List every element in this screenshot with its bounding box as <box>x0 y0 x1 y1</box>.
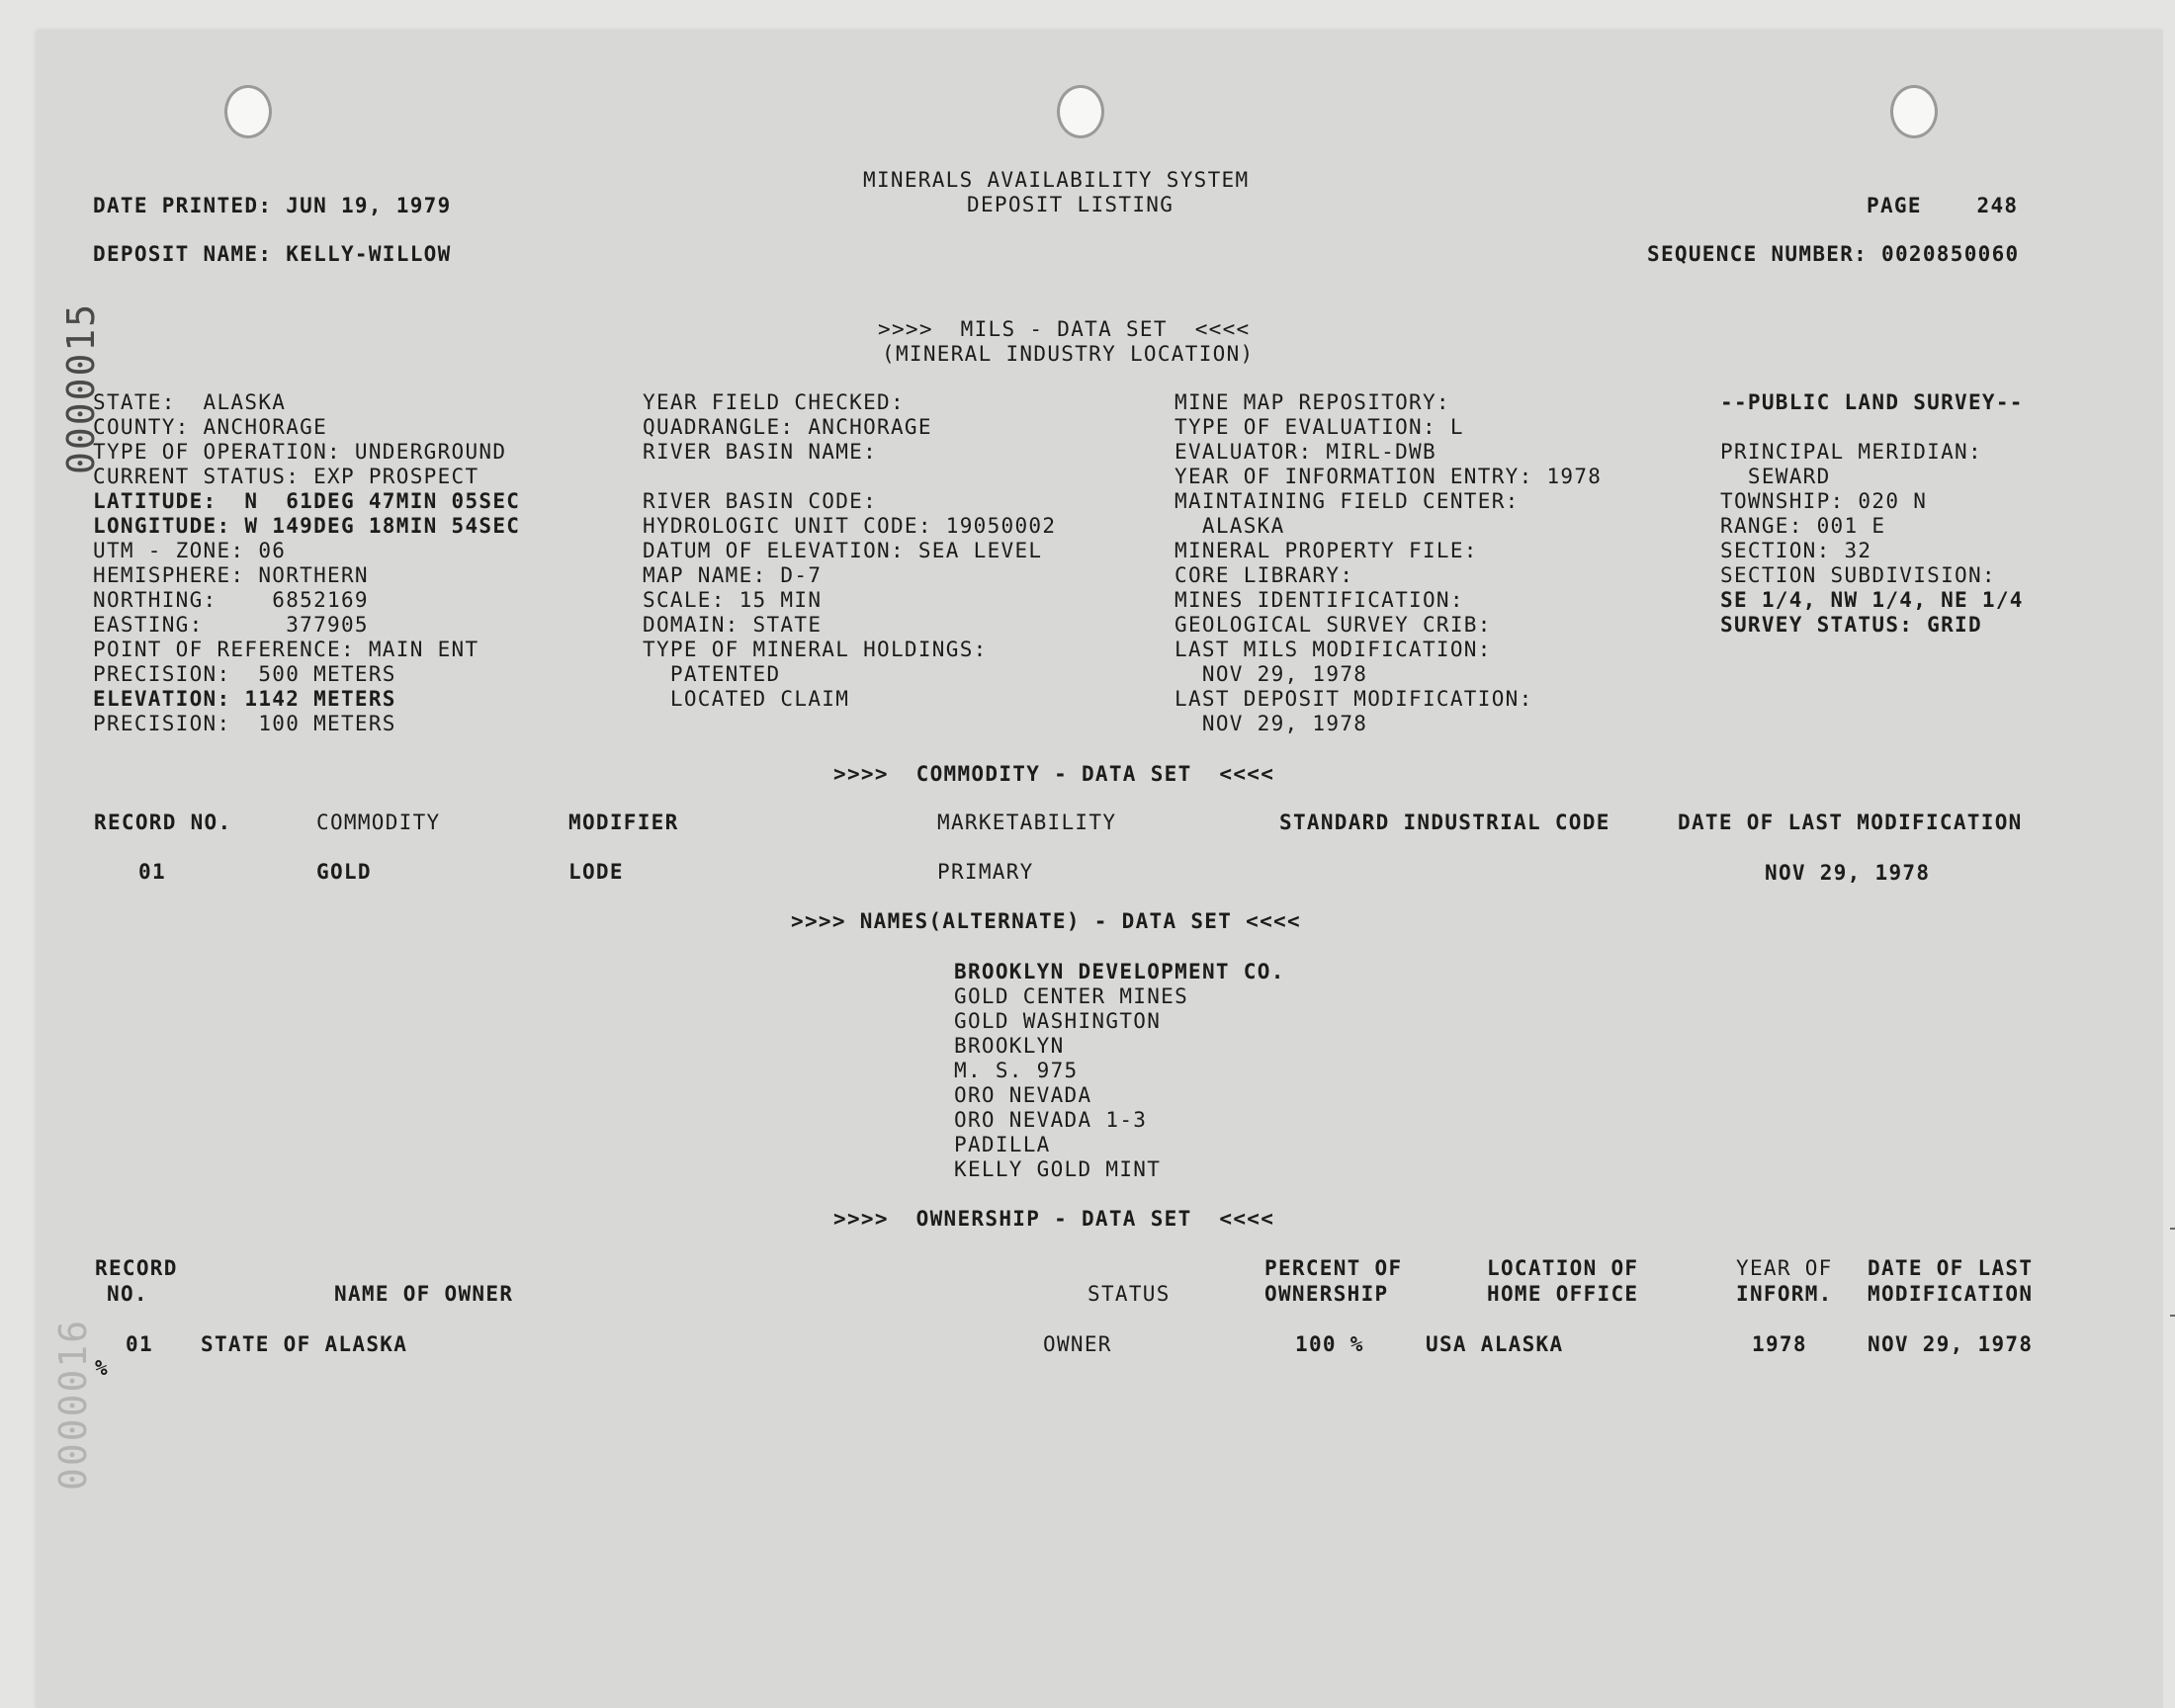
field-precision: PRECISION: 500 METERS <box>93 662 396 686</box>
ownership-owner-name: STATE OF ALASKA <box>201 1332 408 1356</box>
mils-column-records <box>1174 390 1602 736</box>
ownership-percent: 100 % <box>1295 1332 1364 1356</box>
list-item: ORO NEVADA 1-3 <box>954 1108 1148 1132</box>
commodity-value: GOLD <box>316 860 372 884</box>
field-survey-status: SURVEY STATUS: GRID <box>1720 613 1982 637</box>
field-utm-zone: UTM - ZONE: 06 <box>93 539 287 562</box>
list-item: ORO NEVADA <box>954 1083 1092 1107</box>
field-elevation-precision: PRECISION: 100 METERS <box>93 712 396 735</box>
page-number: PAGE 248 <box>1867 194 2019 217</box>
field-longitude: LONGITUDE: W 149DEG 18MIN 54SEC <box>93 514 521 538</box>
commodity-date-of-last-modification: NOV 29, 1978 <box>1765 861 1931 885</box>
col-name-of-owner: NAME OF OWNER <box>334 1282 514 1306</box>
col-date-of-last-modification: DATE OF LAST MODIFICATION <box>1678 811 2023 834</box>
holding-patented: PATENTED <box>643 662 781 686</box>
field-mine-map-repository: MINE MAP REPOSITORY: <box>1174 390 1450 414</box>
names-list <box>954 960 1285 1182</box>
ownership-year: 1978 <box>1752 1332 1807 1356</box>
commodity-record-no: 01 <box>138 860 166 884</box>
list-item: GOLD WASHINGTON <box>954 1009 1162 1033</box>
field-type-of-operation: TYPE OF OPERATION: UNDERGROUND <box>93 440 507 464</box>
commodity-heading: >>>> COMMODITY - DATA SET <<<< <box>833 762 1275 786</box>
field-section: SECTION: 32 <box>1720 539 1872 562</box>
col-status: STATUS <box>1088 1282 1171 1306</box>
mils-subheading: (MINERAL INDUSTRY LOCATION) <box>882 342 1255 366</box>
commodity-modifier: LODE <box>568 860 624 884</box>
field-map-name: MAP NAME: D-7 <box>643 563 823 587</box>
field-river-basin-name: RIVER BASIN NAME: <box>643 440 878 464</box>
field-meridian-value: SEWARD <box>1720 465 1831 488</box>
date-printed: DATE PRINTED: JUN 19, 1979 <box>93 194 452 217</box>
deposit-name: DEPOSIT NAME: KELLY-WILLOW <box>93 242 452 266</box>
field-geological-survey-crib: GEOLOGICAL SURVEY CRIB: <box>1174 613 1492 637</box>
field-principal-meridian: PRINCIPAL MERIDIAN: <box>1720 440 1982 464</box>
field-mineral-property-file: MINERAL PROPERTY FILE: <box>1174 539 1478 562</box>
col-modifier: MODIFIER <box>568 811 679 834</box>
field-maintaining-field-center: MAINTAINING FIELD CENTER: <box>1174 489 1520 513</box>
field-domain: DOMAIN: STATE <box>643 613 823 637</box>
field-year-field-checked: YEAR FIELD CHECKED: <box>643 390 905 414</box>
field-township: TOWNSHIP: 020 N <box>1720 489 1928 513</box>
field-quadrangle: QUADRANGLE: ANCHORAGE <box>643 415 932 439</box>
listing-title: DEPOSIT LISTING <box>967 193 1174 216</box>
punch-hole <box>1890 85 1938 138</box>
col-home-office: HOME OFFICE <box>1487 1282 1639 1306</box>
field-county: COUNTY: ANCHORAGE <box>93 415 328 439</box>
field-scale: SCALE: 15 MIN <box>643 588 823 612</box>
ownership-heading: >>>> OWNERSHIP - DATA SET <<<< <box>833 1207 1275 1231</box>
col-standard-industrial-code: STANDARD INDUSTRIAL CODE <box>1279 811 1610 834</box>
field-last-mils-modification: LAST MILS MODIFICATION: <box>1174 638 1492 661</box>
field-latitude: LATITUDE: N 61DEG 47MIN 05SEC <box>93 489 521 513</box>
edge-mark <box>2170 1315 2175 1317</box>
col-date-of-last: DATE OF LAST <box>1868 1256 2034 1280</box>
col-no: NO. <box>107 1282 148 1306</box>
col-percent-of: PERCENT OF <box>1264 1256 1403 1280</box>
ownership-status: OWNER <box>1043 1332 1112 1356</box>
field-state: STATE: ALASKA <box>93 390 287 414</box>
margin-stamp-bottom: 0000016 <box>51 1318 95 1491</box>
blank-line <box>1720 415 2024 440</box>
ownership-location: USA ALASKA <box>1426 1332 1564 1356</box>
field-northing: NORTHING: 6852169 <box>93 588 369 612</box>
field-year-of-information-entry: YEAR OF INFORMATION ENTRY: 1978 <box>1174 465 1603 488</box>
field-type-of-evaluation: TYPE OF EVALUATION: L <box>1174 415 1464 439</box>
punch-hole <box>224 85 272 138</box>
field-elevation: ELEVATION: 1142 METERS <box>93 687 396 711</box>
col-ownership: OWNERSHIP <box>1264 1282 1389 1306</box>
field-evaluator: EVALUATOR: MIRL-DWB <box>1174 440 1436 464</box>
system-title: MINERALS AVAILABILITY SYSTEM <box>863 168 1250 192</box>
col-record-no: RECORD NO. <box>94 811 232 834</box>
margin-mark: % <box>95 1356 109 1380</box>
col-year-of: YEAR OF <box>1736 1256 1833 1280</box>
margin-stamp-top: 0000015 <box>59 301 103 474</box>
field-last-deposit-modification-date: NOV 29, 1978 <box>1174 712 1368 735</box>
field-range: RANGE: 001 E <box>1720 514 1886 538</box>
commodity-sic <box>1279 860 1293 885</box>
field-last-deposit-modification: LAST DEPOSIT MODIFICATION: <box>1174 687 1533 711</box>
field-hemisphere: HEMISPHERE: NORTHERN <box>93 563 369 587</box>
field-point-of-reference: POINT OF REFERENCE: MAIN ENT <box>93 638 479 661</box>
field-field-center-value: ALASKA <box>1174 514 1285 538</box>
col-record: RECORD <box>95 1256 178 1280</box>
col-modification: MODIFICATION <box>1868 1282 2034 1306</box>
list-item: BROOKLYN <box>954 1034 1065 1058</box>
field-section-subdivision: SECTION SUBDIVISION: <box>1720 563 1996 587</box>
list-item: M. S. 975 <box>954 1059 1079 1082</box>
col-marketability: MARKETABILITY <box>937 811 1117 834</box>
col-location-of: LOCATION OF <box>1487 1256 1639 1280</box>
holding-located-claim: LOCATED CLAIM <box>643 687 850 711</box>
commodity-marketability: PRIMARY <box>937 860 1034 884</box>
field-datum-of-elevation: DATUM OF ELEVATION: SEA LEVEL <box>643 539 1043 562</box>
field-section-subdivision-value: SE 1/4, NW 1/4, NE 1/4 <box>1720 588 2024 612</box>
field-type-of-mineral-holdings: TYPE OF MINERAL HOLDINGS: <box>643 638 988 661</box>
sequence-number: SEQUENCE NUMBER: 0020850060 <box>1647 242 2020 266</box>
edge-mark <box>2170 1228 2175 1230</box>
field-mines-identification: MINES IDENTIFICATION: <box>1174 588 1464 612</box>
mils-column-geography <box>643 390 1056 712</box>
field-hydrologic-unit-code: HYDROLOGIC UNIT CODE: 19050002 <box>643 514 1057 538</box>
mils-heading: >>>> MILS - DATA SET <<<< <box>878 317 1251 341</box>
field-core-library: CORE LIBRARY: <box>1174 563 1354 587</box>
ownership-date: NOV 29, 1978 <box>1868 1332 2034 1356</box>
field-easting: EASTING: 377905 <box>93 613 369 637</box>
field-river-basin-code: RIVER BASIN CODE: <box>643 489 878 513</box>
names-heading: >>>> NAMES(ALTERNATE) - DATA SET <<<< <box>791 909 1301 933</box>
col-commodity: COMMODITY <box>316 811 441 834</box>
mils-column-location <box>93 390 520 736</box>
field-current-status: CURRENT STATUS: EXP PROSPECT <box>93 465 479 488</box>
punch-hole <box>1057 85 1104 138</box>
mils-column-land-survey <box>1720 390 2024 638</box>
field-last-mils-modification-date: NOV 29, 1978 <box>1174 662 1368 686</box>
list-item: GOLD CENTER MINES <box>954 984 1189 1008</box>
blank-line <box>643 465 1056 489</box>
col-inform: INFORM. <box>1736 1282 1833 1306</box>
ownership-record-no: 01 <box>126 1332 153 1356</box>
public-land-survey-heading: --PUBLIC LAND SURVEY-- <box>1720 390 2024 414</box>
list-item: BROOKLYN DEVELOPMENT CO. <box>954 960 1285 983</box>
list-item: PADILLA <box>954 1133 1051 1156</box>
list-item: KELLY GOLD MINT <box>954 1157 1162 1181</box>
